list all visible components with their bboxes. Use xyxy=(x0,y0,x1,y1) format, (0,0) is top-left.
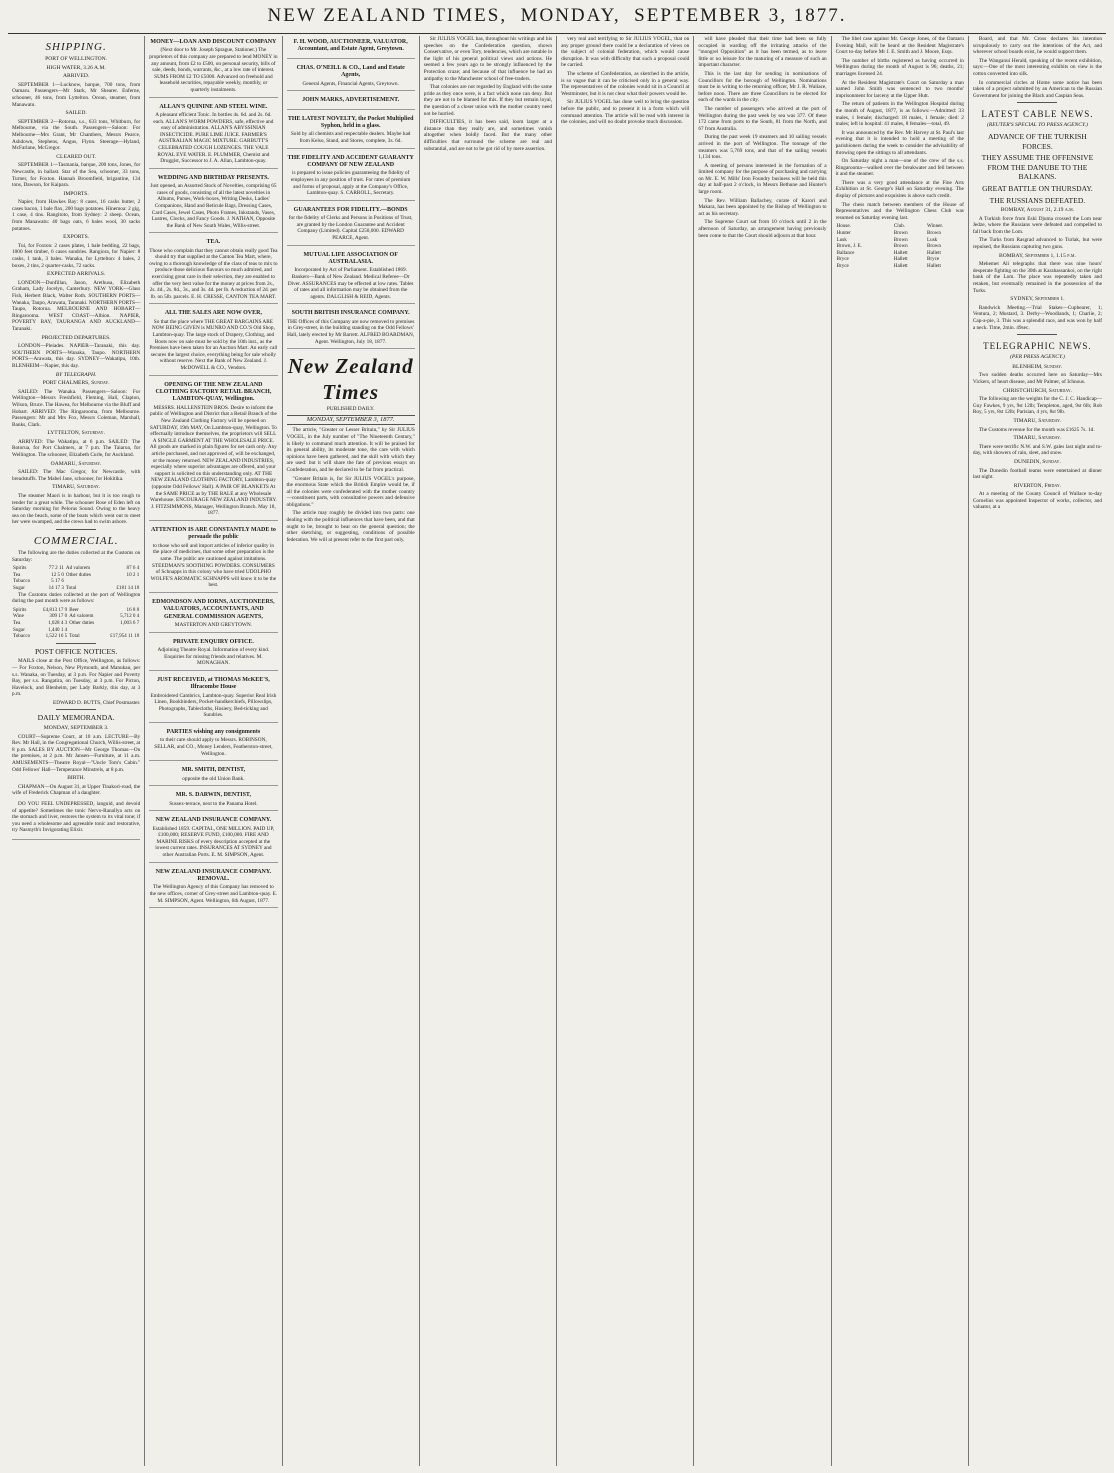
table-row: Spirits £4,813 17 9 Beer 16 8 0 xyxy=(13,606,140,613)
sailed-text: SEPTEMBER 2—Rotorua, s.s., 633 tons, Whitburn, for Melbourne, via the South. Passengers—Saloon: For Melbourne—Mrs Grant, Mr Chambers, Messrs Pearce, Ashdown, Stephens, Angus, Flynn. Steerage—Hyland, McFarlane, McGregor. xyxy=(12,118,141,152)
page-columns xyxy=(8,36,1106,1466)
telegraph-place: PORT CHALMERS, Sunday. xyxy=(42,380,110,387)
advertisement-body: is prepared to issue policies guaranteeing the fidelity of employees in any position of trust. For rates of premium and forms of proposal, apply at the Company's Office, Lambton-quay. S. CARROLL, Secretary. xyxy=(290,170,411,197)
column-adverts-editorial xyxy=(283,36,420,1466)
commercial-intro: The following are the duties collected at the Customs on Saturday: xyxy=(12,550,141,563)
advertisement-body: Incorporated by Act of Parliament. Established 1869. Bankers—Bank of New Zealand. Medical Referee—Dr Diver. ASSURANCES may be effected at low rates. Tables of rates and all information may be obtained from the agents. DALGLISH & REID, Agents. xyxy=(287,267,414,300)
news-paragraph: It was announced by the Rev. Mr Harvey at St. Paul's last evening that it is intended to hold a meeting of the parishioners during the week to consider the advisability of throwing open the sittings to all attendants. xyxy=(835,129,964,156)
advertisement-heading: SOUTH BRITISH INSURANCE COMPANY. xyxy=(291,310,410,317)
advertisement-body: Sold by all chemists and respectable dealers. Maybe had from Kelso, Stand, and Stores, complete, 3s. 6d. xyxy=(290,131,411,145)
divider xyxy=(56,643,96,644)
advertisement xyxy=(287,62,415,91)
telegraph-paragraph: The Customs revenue for the month was £1625 7s. 1d. xyxy=(978,426,1095,433)
telegraphic-news-source: (PER PRESS AGENCY.) xyxy=(1010,354,1065,361)
advertisement-heading: THE FIDELITY AND ACCIDENT GUARANTY COMPANY OF NEW ZEALAND xyxy=(287,154,414,169)
table-row: Bryce Hallett Hallett xyxy=(836,263,941,269)
telegraph-place: TIMARU, Saturday. xyxy=(1013,435,1062,442)
column-shipping xyxy=(8,36,145,1466)
advertisement xyxy=(149,674,277,723)
advertisement xyxy=(149,636,277,671)
column-adverts-1 xyxy=(145,36,282,1466)
editorial-paragraph: That colonies are not regarded by England with the same pride as they once were, is a fact which none can deny. But they are not to be blamed for this. If they but remain loyal, the question of a closer union with the mother country need not be hurried. xyxy=(423,84,553,117)
news-paragraph: Board, and that Mr. Cross declares his intention scrupulously to carry out the intentions of the Act, and wherever school boards exist, he would support them. xyxy=(972,36,1102,56)
exports-text: Tui, for Foxton: 2 cases plates, 1 bale bedding, 22 bags, 1000 feet timber, 6 cases sundries. Rangiora, for Napier: 8 casks, 1 tank, 3 bales. Wanaka, for Lyttelton: 4 bales, 2 boxes, 2 tins, 2 quarter-casks, 72 sacks. xyxy=(12,242,141,269)
advertisement-heading: WEDDING AND BIRTHDAY PRESENTS. xyxy=(157,174,269,181)
advertisement xyxy=(287,152,415,201)
advertisement xyxy=(149,101,277,169)
cable-paragraph: Randwick Meeting.—Trial Stakes—Cupbearer, 1; Ventura, 2; Mustard, 3. Derby—Woodlands, 1; Charlie, 2; Cap-a-pie, 3. This was a splendid race, and was won by half a neck. Time, 2min. 49sec. xyxy=(972,304,1102,331)
expected-text: LONDON—Dunfillan, Jason, Arethusa, Elizabeth Graham, Lady Jocelyn, Canterbury. NEW YORK—Glass Fish, Herbert Black, Walter Roth. SOUTHERN PORTS—Wanaka, Taupo, Arawata, Taranaki. NORTHERN PORTS—Taupo, Rotorua. MELBOURNE AND HOBART—Ringarooma. WEST COAST—Albion. NAPIER, POVERTY BAY, TAURANGA AND AUCKLAND—Taranaki. xyxy=(12,279,141,332)
oamaru-text: SAILED: The Mac Gregor, for Newcastle, with breadstuffs. The Mabel Jane, schooner, for Hokitika. xyxy=(12,469,141,482)
news-paragraph: The number of births registered as having occurred in Wellington during the month of August is 96; deaths, 21; marriages licensed 24. xyxy=(835,57,964,77)
advertisement-heading: OPENING OF THE NEW ZEALAND CLOTHING FACTORY RETAIL BRANCH, LAMBTON-QUAY, Wellington. xyxy=(155,381,272,403)
divider xyxy=(56,529,96,530)
timaru-place: TIMARU, Saturday. xyxy=(52,484,101,491)
telegraph-text: SAILED: The Wanaka. Passengers—Saloon: For Wellington—Messrs Freshfield, Fleming, Hall, Clapton, Wilson, Bruce. The Hawea, for Melbourne via the Bluff and Hobart. ARRIVED: The Ringarooma, from Melbourne. Passengers: Mr and Mrs Fox, Messrs Coleman, Marshall, Banks, Clark. xyxy=(12,388,141,428)
masthead-paper: NEW ZEALAND TIMES, xyxy=(267,5,508,26)
dateline: MONDAY, SEPTEMBER 3, 1877. xyxy=(287,415,415,426)
masthead-day: MONDAY, xyxy=(520,5,621,26)
advertisement-heading: ALLAN'S QUININE AND STEEL WINE. xyxy=(159,103,268,110)
telegraph-place: RIVERTON, Friday. xyxy=(1013,482,1062,489)
news-paragraph: During the past week 19 steamers and 10 sailing vessels arrived in the port of Wellington. The tonnage of the steamers was 5,769 tons, and that of the sailing vessels 1,134 tons. xyxy=(698,134,827,161)
advertisement-heading: ALL THE SALES ARE NOW OVER, xyxy=(164,310,262,317)
masthead-rule xyxy=(8,33,1106,34)
high-water: HIGH WATER, 3.26 A.M. xyxy=(46,64,106,71)
advertisement-heading: CHAS. O'NEILL & CO., Land and Estate Agents, xyxy=(296,64,405,79)
advertisement-body: Embroidered Cambrics, Lambton-quay. Superior Real Irish Linen, Bookbinders, Pocket-handkerchiefs, Pillowslips, Photographs, Tablecloths, Hosiery, Bed-ticking and Sundries. xyxy=(150,692,277,719)
news-paragraph: A meeting of persons interested in the formation of a limited company for the purpose of purchasing and carrying on Mr. E. W. Mills' Iron Foundry business will be held this day at half-past 2 o'clock, in Messrs Bethune and Hunter's large room. xyxy=(698,162,827,196)
cable-news-source: (REUTER'S SPECIAL TO PRESS AGENCY.) xyxy=(986,122,1088,129)
advertisement-body: Established 1859. CAPITAL, ONE MILLION. PAID UP, £100,000; RESERVE FUND, £100,000. FIRE AND MARINE RISKS of every description accepted at the lowest current rates. INSURANCES AT SYDNEY and other Australian Ports. E. M. SIMPSON, Agent. xyxy=(152,825,275,859)
table-row: Sugar 1,440 1 4 xyxy=(13,626,68,633)
post-office-text: MAILS close at the Post Office, Wellington, as follows:— For Foxton, Nelson, New Plymouth, and Manukau, per s.s. Wanaka, on Tuesday, at 3 p.m. For Napier and Poverty Bay, per s.s. Rangatira, on Tuesday, at 3 p.m. For Picton, Havelock, and Blenheim, per Lady Barkly, this day, at 3 p.m. xyxy=(12,658,141,698)
advertisement xyxy=(149,726,277,761)
cable-paragraph: The Turks from Rasgrad advanced to Turlak, but were repulsed, the Russians capturing two guns. xyxy=(972,237,1102,251)
telegraph-place: TIMARU, Saturday. xyxy=(1013,417,1062,424)
advertisement-heading: EDMONDSON AND IORNS, AUCTIONEERS, VALUATORS, ACCOUNTANTS, AND GENERAL COMMISSION AGENTS, xyxy=(152,598,275,620)
editorial-paragraph: The article, "Greater or Lesser Britain," by Sir JULIUS VOGEL, in the July number of "The Nineteenth Century," is likely to command much attention. It will be praised for its general ability, its moderate tone, the care with which opinions have been gathered, and the skill with which they are used: but it will share the fate of previous essays on Confederation, and be declared to be far from practical. xyxy=(286,427,415,473)
news-paragraph: The number of passengers who arrived at the port of Wellington during the past week by sea was 377. Of these 172 came from ports to the South, 81 from the North, and 67 from Australia. xyxy=(698,105,827,132)
news-paragraph: At the Resident Magistrate's Court on Saturday a man named John Smith was sentenced to two months' imprisonment for larceny at the Upper Hutt. xyxy=(835,79,964,99)
news-paragraph: will have pleaded that their time had been so fully occupied in warding off the irritating attacks of the "mongrel Opposition" as it has been termed, as to leave little or no leisure for the maturing of a measure of such an important character. xyxy=(698,36,827,69)
news-paragraph: The Rev. William Ballachey, curate of Karori and Makara, has been appointed by the Bishop of Wellington to act as his secretary. xyxy=(698,197,827,217)
advertisement-body: THE Offices of this Company are now removed to premises in Grey-street, in the building standing on the Odd Fellows' Hall, lately erected by Mr Barrett. ALFRED BOARDMAN, Agent. Wellington, July 18, 1877. xyxy=(286,318,415,345)
advertisement-heading: THE LATEST NOVELTY, the Pocket Multiplied Syphon, held in a glass. xyxy=(287,115,414,130)
column-local-news-2 xyxy=(832,36,969,1466)
telegraphic-news-title: TELEGRAPHIC NEWS. xyxy=(983,341,1092,352)
advertisement-body: Those who complain that they cannot obtain really good Tea should try that supplied at the Canton Tea Mart, where, owing to a thorough knowledge of the class of teas to mix to produce those delicious flavours so much admired, and exercising great care in their selection, they are enabled to offer the very best value for the money at prices from 2s., 2s. 4d., 2s. 8d., 3s., and 3s. 4d. per lb. A reduction of 2d. per lb. on 5lb. parcels. E. H. CRESSE, CANTON TEA MART. xyxy=(149,247,278,300)
advertisement xyxy=(149,814,277,862)
advertisement-body: Adjoining Theatre Royal. Information of every kind. Enquiries for missing friends and relatives. M. MONAGHAN. xyxy=(157,647,270,667)
duties-table xyxy=(12,565,140,591)
advertisement xyxy=(149,307,277,375)
advertisement-body: opposite the old Union Bank. xyxy=(182,775,245,782)
telegraph-paragraph: At a meeting of the County Council of Wallace to-day Cornelius was appointed Inspector of works, collector, and valuator, at a xyxy=(972,491,1102,511)
advertisement xyxy=(149,596,277,633)
published-daily: PUBLISHED DAILY. xyxy=(326,406,375,413)
telegraph-paragraph: There were terrific N.W. and S.W. gales last night and to-day, with showers of rain, sleet, and snow. xyxy=(972,443,1102,457)
advertisement-heading: MUTUAL LIFE ASSOCIATION OF AUSTRALASIA. xyxy=(303,251,398,265)
advertisement-heading: NEW ZEALAND INSURANCE COMPANY. xyxy=(155,817,272,824)
advertisement-body: for the fidelity of Clerks and Persons in Positions of Trust, are granted by the London Guarantee and Accident Company (Limited). Capital £250,000. EDWARD PEARCE, Agent. xyxy=(288,215,413,241)
table-row: Tea 1,028 4 3 Other duties 1,003 6 7 xyxy=(13,619,140,626)
telegraph-place: BLENHEIM, Sunday. xyxy=(1012,363,1063,370)
advertisement-body: MASTERTON AND GREYTOWN. xyxy=(174,622,253,629)
advertisement-body: MESSRS. HALLENSTEIN BROS. Desire to inform the public of Wellington and District that a Retail Branch of the New Zealand Clothing Factory will be opened on SATURDAY, 19th MAY, On Lambton-quay, Wellington. To effectually introduce themselves, the proprietors will SELL A SINGLE GARMENT AT THE WHOLESALE PRICE. All goods are marked in plain figures for net cash only. Any article purchased, and not approved of, will be exchanged, or the money returned. NEW ZEALAND INDUSTRIES, especially where superior advantages are offered, and your support is solicited on this understanding only. AT THE NEW ZEALAND CLOTHING FACTORY, Lambton-quay (opposite Odd Fellows' Hall). A PAIR OF BLANKETS At the SAME PRICE as by THE BALE at any Wholesale Warehouse. ENCOURAGE NEW ZEALAND INDUSTRY. J. FITZSIMMONS, Manager, Wellington Branch. May 18, 1877. xyxy=(149,404,277,517)
imports-heading: IMPORTS. xyxy=(63,190,89,197)
advertisement xyxy=(287,113,415,149)
advertisement-heading: JOHN MARKS, ADVERTISEMENT. xyxy=(302,97,400,104)
advertisement-body: (Next door to Mr. Joseph Sprague, Stationer.) The proprietors of this company are prepared to lend MONEY in any amount, from £2 to £500, on personal security, bills of sale, deeds, bonds, warrants, &c., at a low rate of interest. SUMS FROM £2 TO £5000. Advanced on freehold and leasehold securities, repayable weekly, monthly, or quarterly instalments. xyxy=(149,47,278,93)
cable-dateline: SYDNEY, September 1. xyxy=(1010,296,1065,303)
nameplate: New Zealand Times xyxy=(287,354,414,405)
advertisement xyxy=(149,379,277,521)
cable-dateline: BOMBAY, August 31, 2.19 a.m. xyxy=(1000,207,1075,214)
advertisement xyxy=(149,789,277,811)
cable-paragraph: Mehemet Ali telegraphs that there was nine hours' desperate fighting on the 30th at Karahassankoi, on the right bank of the Lom. The place was repeatedly taken and retaken, but eventually remained in the possession of the Turks. xyxy=(972,261,1102,294)
news-paragraph: The libel case against Mr. George Jones, of the Oamaru Evening Mail, will be heard at the Resident Magistrate's Court to-day before Mr J. E. Smith and J. Moore, Esqs. xyxy=(835,36,964,56)
birth-text: CHAPMAN—On August 31, at Upper Tinakori-road, the wife of Frederick Chapman of a daughter. xyxy=(12,783,141,797)
tonic-ad xyxy=(12,799,140,840)
advertisement-body: So that the place where THE GREAT BARGAINS ARE NOW BEING GIVEN is MUNRO AND CO.'S Old Shop, Lambton-quay. The large stock of Drapery, Clothing, and Boots now on sale must be sold by the 10th inst., as the Premises have been taken for an Auction Mart. An early call secures the largest choice, everything being for sale wholly without reserve. Next the Bank of New Zealand. J. McDOWELL & CO., Vendors. xyxy=(149,318,278,371)
table-row: Hunter Brown Brown xyxy=(836,230,941,237)
telegraph-paragraph: Two sudden deaths occurred here on Saturday—Mrs Vickers, of heart disease, and Mr Palmer, of Ichnous. xyxy=(972,372,1102,385)
commercial-title: COMMERCIAL. xyxy=(33,535,119,547)
column-editorial-3 xyxy=(557,36,694,1466)
memoranda-title: DAILY MEMORANDA. xyxy=(37,713,115,723)
table-row: Tobacco 5 17 6 xyxy=(13,578,64,585)
news-paragraph: The return of patients in the Wellington Hospital during the month of August, 1877, is as follows:—Admitted: 33 males, 1 female; discharged: 18 males, 1 female; died: 2 males; left in hospital: 41 males, 8 females—total, 49. xyxy=(835,101,964,128)
masthead xyxy=(0,0,1114,32)
cable-headline-1: ADVANCE OF THE TURKISH FORCES. xyxy=(987,131,1087,151)
advertisement-heading: PRIVATE ENQUIRY OFFICE. xyxy=(172,638,254,645)
commercial-month-intro: The Customs duties collected at the port of Wellington during the past month were as follows: xyxy=(12,591,141,605)
table-row: Wine 309 17 0 Ad valorem 5,712 0 4 xyxy=(13,613,140,620)
advertisement-heading: MONEY—LOAN AND DISCOUNT COMPANY xyxy=(150,39,277,45)
advertisement-heading: F. H. WOOD, AUCTIONEER, VALUATOR, Accountant, and Estate Agent, Greytown. xyxy=(293,39,408,53)
lyttelton-text: ARRIVED: The Wakatipu, at 6 p.m. SAILED: The Rotorua, for Port Chalmers, at 7 p.m. The Taiaroa, for Wellington. The schooner, Elizabeth Curle, for Auckland. xyxy=(12,438,141,459)
lyttelton-place: LYTTELTON, Saturday. xyxy=(47,430,105,437)
cable-paragraph: A Turkish force from Eski Djuma crossed the Lom near Jedze, where the Russians were defeated and compelled to fall back from the Lom. xyxy=(972,215,1102,235)
editorial-paragraph: very real and terrifying to Sir JULIUS VOGEL, that on any proper ground there could be a declaration of views on the subject of colonial federation, which would cause disruption. It was with difficulty that such a proposal could be carried. xyxy=(561,36,690,69)
column-editorial-2 xyxy=(420,36,557,1466)
table-row: Spirits 77 2 11 Ad valorem 87 6 4 xyxy=(13,565,140,572)
news-paragraph: In commercial circles at Home some notice has been taken of a project submitted by an American to the Russian Government for joining the Black and Caspian Seas. xyxy=(972,79,1102,99)
advertisement-body: to their care should apply to Messrs. ROBINSON, SELLAR, and CO., Money Lenders, Featherston-street, Wellington. xyxy=(154,737,273,757)
editorial-paragraph: The scheme of Confederation, as sketched in the article, is so vague that it can be criticised only in a general way. The representatives of the colonies would sit in a Council at Westminster, but it is not clear what their powers would be. xyxy=(561,70,690,97)
expected-heading: EXPECTED ARRIVALS. xyxy=(46,271,106,278)
sailed-heading: SAILED. xyxy=(65,110,87,117)
advertisement xyxy=(287,249,415,305)
table-row: Tea 12 5 0 Other duties 10 2 1 xyxy=(13,571,140,578)
advertisement-heading: MR. SMITH, DENTIST, xyxy=(181,767,246,774)
cable-headline-4: THE RUSSIANS DEFEATED. xyxy=(989,195,1086,205)
editorial-paragraph: "Greater Britain is, for Sir JULIUS VOGEL's purpose, the enormous State which the British Empire would be, if all the colonies were confederated with the mother country—constituent parts, with consultative powers and defensive obligations." xyxy=(286,475,415,508)
table-row: Bryce Hallett Bryce xyxy=(836,256,940,263)
shipping-title: SHIPPING. xyxy=(45,41,107,53)
departures-heading: PROJECTED DEPARTURES. xyxy=(41,334,111,341)
news-paragraph: The Wanganui Herald, speaking of the recent exhibition, says:—One of the most interesting exhibits on view is the cotton converted into silk. xyxy=(972,57,1102,77)
column-cable-news xyxy=(969,36,1106,1466)
advertisement xyxy=(149,764,277,786)
chess-table xyxy=(836,223,964,269)
exports-heading: EXPORTS. xyxy=(63,234,90,241)
port-heading: PORT OF WELLINGTON. xyxy=(45,56,108,62)
editorial-paragraph: Sir JULIUS VOGEL has done well to bring the question before the public, and to present it in a form which will command attention. The article will be read with interest in the colonies, and will no doubt provoke much discussion. xyxy=(561,99,690,126)
advertisement xyxy=(287,204,415,246)
news-paragraph: This is the last day for sending in nominations of Councillors for the borough of Wellington. Nominations must be in writing to the returning officer, Mr J. R. Wallace, before noon. There are three Councillors to be elected for each of the wards in the city. xyxy=(698,70,827,104)
news-paragraph: There was a very good attendance at the Fine Arts Exhibition at St. George's Hall on Saturday evening. The display of pictures and exquisites is above such credit. xyxy=(835,179,964,200)
telegraph-place: CHRISTCHURCH, Saturday. xyxy=(1002,387,1073,394)
telegraph-paragraph: The following are the weights for the C. J. C. Handicap—Guy Fawkes, 9 yrs, 9st 12lb; Templeton, aged, 9st 6lb; Rob Roy, 5 yrs, 8st 12lb; Parisian, 4 yrs, 8st 9lb. xyxy=(972,396,1102,416)
advertisement-body: to those who sell and import articles of inferior quality in the place of medicines, that some other preparation is the same. The public are cautioned against imitations. STEEDMAN'S SOOTHING POWDERS. CONSUMERS of Schnapps in this colony who have tried UDOLPHO WOLFE'S AROMATIC SCHNAPPS will know it to be the best. xyxy=(150,542,277,589)
arrived-text: SEPTEMBER 1—Lucknow, barque, 700 tons, from Oamaru. Passengers—Mr Stark, Mr Shearer. Enferne, schooner, 46 tons, from Lyttelton. Ocean, steamer, from Manawatu. xyxy=(12,81,141,108)
arrived-heading: ARRIVED. xyxy=(63,73,90,80)
cable-headline-3: GREAT BATTLE ON THURSDAY. xyxy=(982,183,1093,193)
post-office-title: POST OFFICE NOTICES. xyxy=(34,646,118,656)
advertisement-body: Just opened, an Assorted Stock of Novelties, comprising 65 cases of goods, consisting of all the latest novelties in Albums, Purses, Work-boxes, Writing Desks, Ladies' Companions, Hand and Reticule Bags, Dressing Cases, Card Cases, Jewel Cases, Photo Frames, Inkstands, Vases, Lustres, Clocks, and Fancy Goods. J. NATHAN, Opposite the Bank of New South Wales, Willis-street. xyxy=(150,183,277,229)
table-row: Lusk Brown Lusk xyxy=(836,236,938,243)
advertisement xyxy=(149,36,277,98)
divider xyxy=(56,709,96,710)
advertisement-body: A pleasant efficient Tonic. In bottles 4s. 6d. and 2s. 6d. each. ALLAN'S WORM POWDERS, safe, effective and easy of administration. ALLAN'S ABYSSINIAN INSECTICIDE. PURE LIME JUICE. FARMER'S AUSTRALIAN MAGIC MIXTURE. GARBUTT'S CELEBRATED COUGH LOZENGES. THE VALE ROYAL EYE WATER. E. PLUMMER, Chemist and Druggist, Successor to J. A. Allan, Lambton-quay. xyxy=(153,111,274,165)
birth-heading: BIRTH. xyxy=(67,775,86,782)
table-row: Sugar 14 17 3 Total £181 14 10 xyxy=(13,584,140,591)
editorial-paragraph: Sir JULIUS VOGEL has, throughout his writings and his speeches on the Confederation question, shown Conservative, or even Tory, tendencies, which are notable in the light of his general political views and actions. He seemed a few years ago to be strongly influenced by the Protection craze; and because of that influence he had an antipathy to the Manchester school of free-traders. xyxy=(423,36,553,82)
editorial-paragraph: The article may roughly be divided into two parts: one dealing with the political influences that have been, and that ought to be, brought to bear on the general question; the other sketching, or suggesting, conditions of possible federation. We will at present refer to the first part only. xyxy=(286,510,415,543)
table-row: Tobacco 1,522 16 5 Total £17,954 11 10 xyxy=(13,633,140,640)
oamaru-place: OAMARU, Saturday. xyxy=(50,460,102,467)
cleared-heading: CLEARED OUT. xyxy=(56,153,96,160)
advertisement-heading: JUST RECEIVED, at THOMAS McKEE'S, Ilfracombe House xyxy=(157,676,270,691)
cleared-text: SEPTEMBER 1—Tasmania, barque, 200 tons, Jones, for Newcastle, in ballast. Star of the Sea, schooner, 33 tons, Turner, for Foxton. Hannah Broomfield, brigantine, 134 tons, Dawson, for Kaipara. xyxy=(12,162,141,189)
cable-dateline: BOMBAY, September 1, 1.15 p.m. xyxy=(998,252,1076,259)
advertisement-heading: PARTIES wishing any consignments xyxy=(166,729,261,736)
news-paragraph: The chess match between members of the House of Representatives and the Wellington Chess Club was resumed on Saturday evening last. xyxy=(835,201,964,221)
advertisement-heading: ATTENTION IS ARE CONSTANTLY MADE to persuade the public xyxy=(150,526,276,541)
cable-headline-2: THEY ASSUME THE OFFENSIVE FROM THE DANUBE TO THE BALKANS. xyxy=(981,153,1094,182)
advertisement xyxy=(287,307,415,349)
advertisement xyxy=(149,236,277,304)
tonic-ad-text: DO YOU FEEL UNDEPRESSED, languid, and devoid of appetite? Sometimes the tonic Nervo-Ranallya acts on the stomach and liver, restores the system to its vital tone; if you need a wholesome and agreeable tonic and restorative, try Nasmyth's Invigorating Elixir. xyxy=(12,801,141,834)
timaru-text: The steamer Maori is in harbour, but it is too rough to tender for a great while. The schooner Rose of Eden left on Saturday morning for Pelorus Sound. Owing to the heavy sea on the beach, some of the boats which went out to meet her were swamped, and the crews had to swim ashore. xyxy=(12,493,141,526)
memoranda-text: COURT—Supreme Court, at 10 a.m. LECTURE—By Rev. Mr Hall, in the Congregational Church, Willis-street, at 8 p.m. SALES BY AUCTION—Mr George Thomas—On the premises, at 2 p.m. Mr Jansen—Furniture, at 11 a.m. AMUSEMENTS—Theatre Royal—"Uncle Tom's Cabin." Odd Fellows' Hall—Temperance Minstrels, at 8 p.m. xyxy=(12,733,141,773)
advertisement-heading: NEW ZEALAND INSURANCE COMPANY. REMOVAL. xyxy=(155,868,272,883)
advertisement-heading: GUARANTEES FOR FIDELITY.—BONDS xyxy=(293,206,408,213)
table-row: Ballance Hallett Hallett xyxy=(836,249,941,256)
advertisement-heading: MR. S. DARWIN, DENTIST, xyxy=(175,792,251,799)
imports-text: Napier, from Hawkes Bay: 8 cases, 16 casks butter, 2 cases bacon, 1 bale flax, 200 bags potatoes. Hinemoa: 2 gig, 1 case, 4 tins. Rangitoto, from Sydney: 2 sheep. Ocean, from Manawatu: 40 bags oats, 6 bales wool, 30 sacks potatoes. xyxy=(12,199,141,232)
adverts-list xyxy=(287,36,415,349)
cable-news-title: LATEST CABLE NEWS. xyxy=(981,109,1094,120)
news-paragraph: The Supreme Court sat from 10 o'clock until 2 in the afternoon of Saturday, an arrangement having previously been come to that the Court should adjourn at that hour. xyxy=(698,219,827,239)
editorial-paragraph: DIFFICULTIES, it has been said, loom larger at a distance than they really are, and sometimes vanish altogether when boldly faced. But the many other difficulties that surround the scheme are real and substantial, and are not to be got rid of by mere assertion. xyxy=(423,119,553,152)
divider xyxy=(1017,334,1057,335)
masthead-date: SEPTEMBER 3, 1877. xyxy=(634,5,847,26)
advertisement xyxy=(287,36,415,59)
advertisement-body: The Wellington Agency of this Company has removed to the new offices, corner of Grey-street and Lambton-quay. E. M. SIMPSON, Agent. Wellington, 6th August, 1877. xyxy=(149,884,278,904)
post-office-sign: EDWARD D. BUTTS, Chief Postmaster. xyxy=(53,699,141,706)
advertisement xyxy=(149,524,277,593)
advertisement-body: Sussex-terrace, next to the Panama Hotel. xyxy=(169,800,258,807)
departures-text: LONDON—Pleiades. NAPIER—Taranaki, this day. SOUTHERN PORTS—Wanaka, Taupo. NORTHERN PORTS—Arawata, this day. SYDNEY—Wakatipu, 10th. BLENHEIM—Napier, this day. xyxy=(12,343,141,369)
advertisement-body: General Agents, Financial Agents, Greytown. xyxy=(302,80,399,87)
advertisement-heading: TEA. xyxy=(206,239,221,246)
telegraph-heading: BY TELEGRAPH. xyxy=(55,371,97,378)
column-local-news xyxy=(694,36,831,1466)
advertisement xyxy=(287,94,415,109)
advertisement xyxy=(149,866,277,909)
news-paragraph: On Saturday night a man—one of the crew of the s.s. Ringarooma—walked over the breakwater and fell between it and the steamer. xyxy=(835,158,964,178)
telegraph-place: DUNEDIN, Sunday. xyxy=(1013,458,1061,465)
telegraph-paragraph: The Dunedin football teams were entertained at dinner last night. xyxy=(972,467,1102,481)
memoranda-date: MONDAY, SEPTEMBER 3. xyxy=(43,725,109,732)
duties-month-table xyxy=(12,607,140,640)
table-row: Brown, J. E. Brown Brown xyxy=(836,243,941,250)
divider xyxy=(1017,102,1057,103)
table-row: House. Club. Winner. xyxy=(836,223,944,230)
advertisement xyxy=(149,172,277,234)
